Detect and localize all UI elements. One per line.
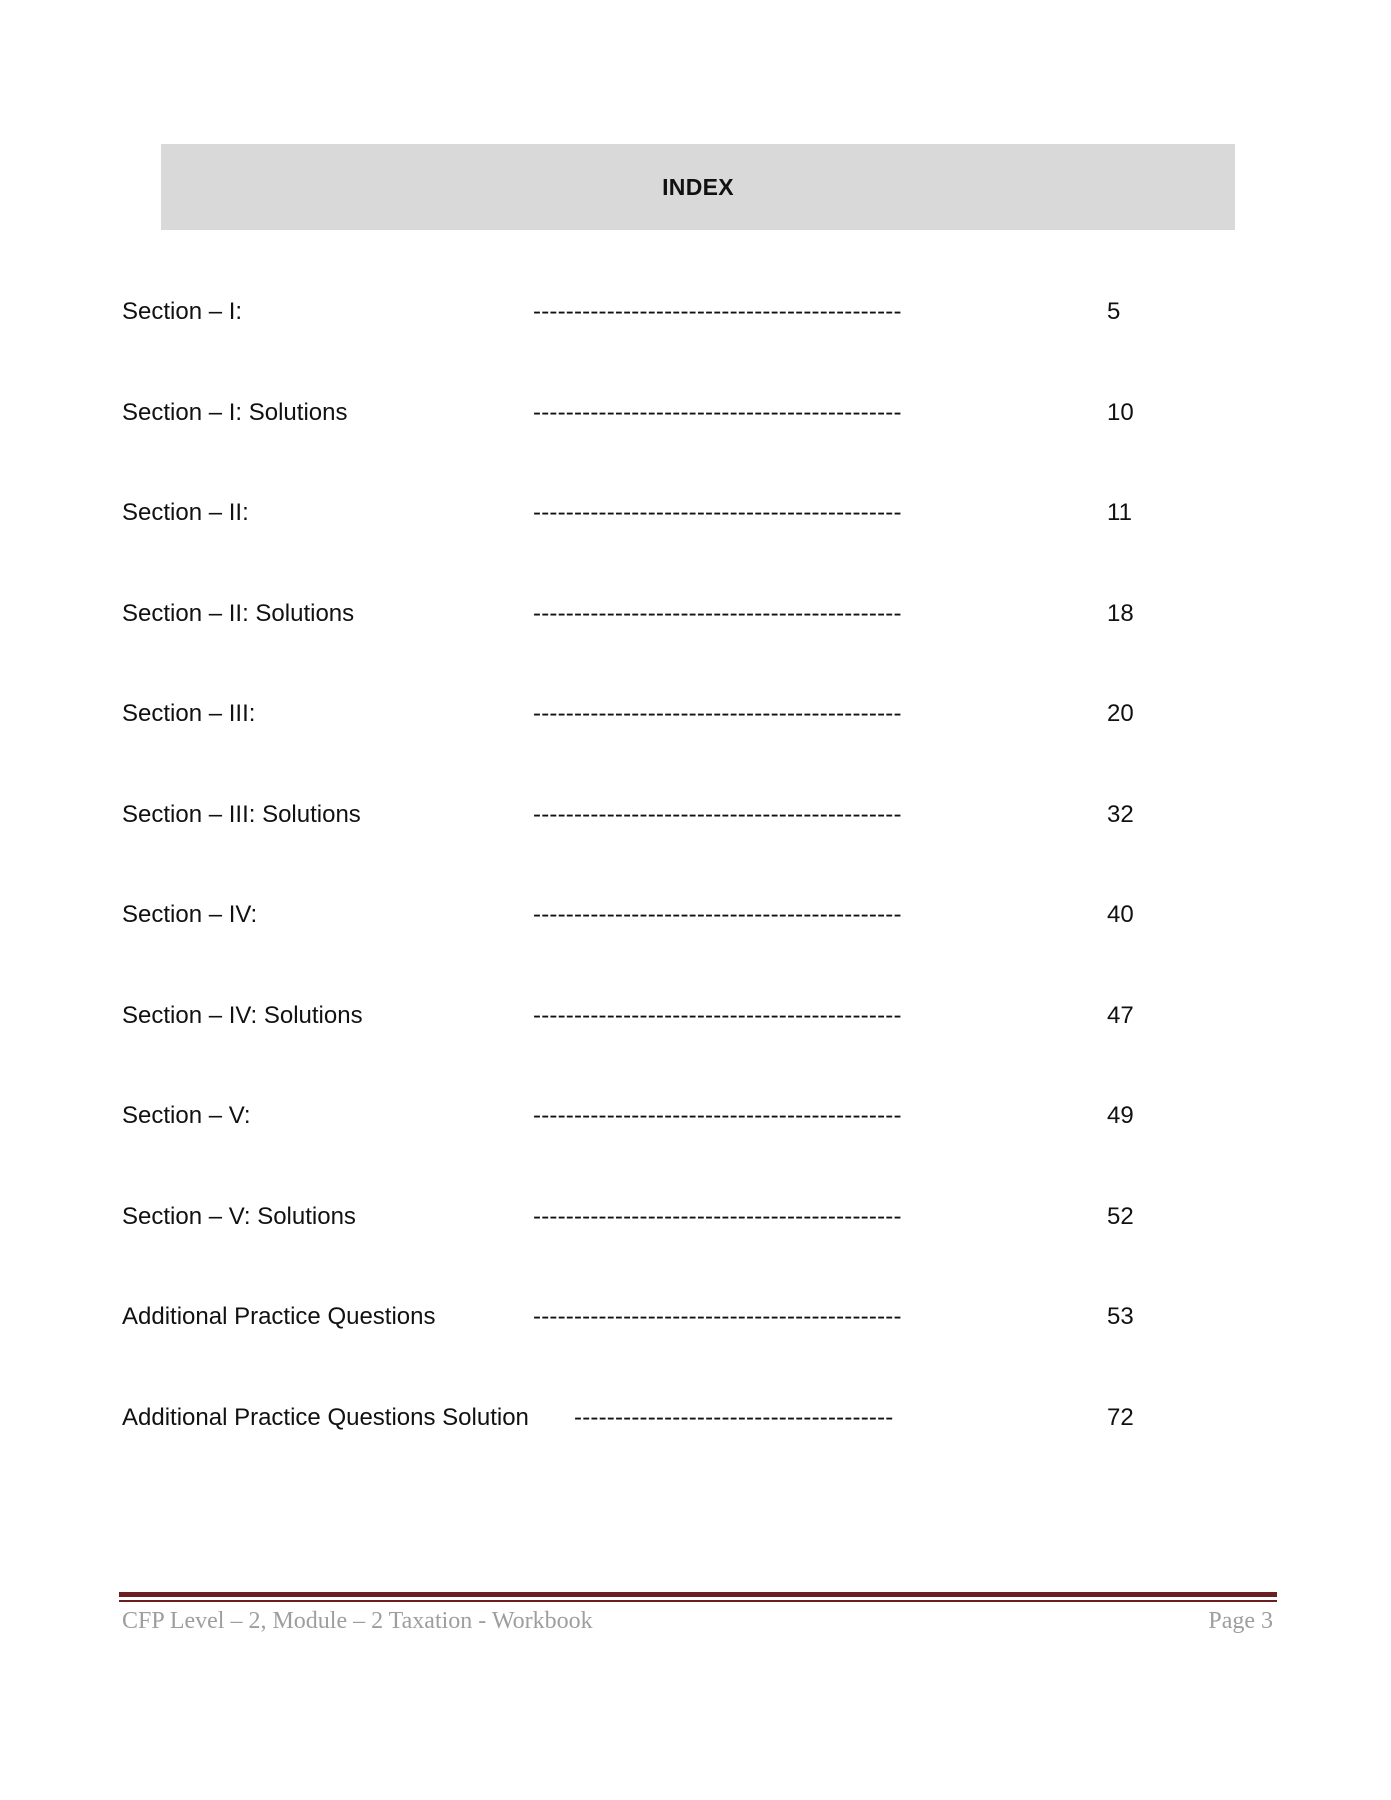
toc-leader-dashes: --------------------------------------------- bbox=[533, 1102, 902, 1129]
toc-entry-label: Section – V: Solutions bbox=[122, 1202, 356, 1230]
toc-row[interactable] bbox=[122, 393, 1272, 494]
toc-page-number: 53 bbox=[1107, 1303, 1134, 1330]
toc-row[interactable] bbox=[122, 1297, 1272, 1398]
toc-leader-dashes: --------------------------------------------- bbox=[533, 298, 902, 325]
toc-leader-dashes: --------------------------------------------- bbox=[533, 901, 902, 928]
toc-entry-label: Section – II: Solutions bbox=[122, 599, 355, 627]
toc-entry-label: Section – IV: bbox=[122, 901, 258, 928]
toc-row[interactable] bbox=[122, 1096, 1272, 1197]
toc-leader-dashes: --------------------------------------------- bbox=[533, 599, 902, 627]
toc-leader-dashes: --------------------------------------------- bbox=[533, 800, 902, 828]
toc-leader-dashes: --------------------------------------------- bbox=[533, 1303, 902, 1330]
toc-page-number: 5 bbox=[1107, 298, 1121, 325]
toc-row[interactable] bbox=[122, 795, 1272, 896]
index-banner bbox=[161, 144, 1235, 230]
toc-leader-dashes: --------------------------------------- bbox=[574, 1403, 894, 1431]
toc-leader-dashes: --------------------------------------------- bbox=[533, 1202, 902, 1230]
toc-entry-label: Section – III: Solutions bbox=[122, 800, 361, 828]
footer-document-title: CFP Level – 2, Module – 2 Taxation - Workbook bbox=[122, 1608, 593, 1634]
toc-page-number: 18 bbox=[1107, 599, 1134, 627]
toc-row[interactable] bbox=[122, 292, 1272, 393]
footer-page-number: Page 3 bbox=[1208, 1608, 1273, 1634]
toc-leader-dashes: --------------------------------------------- bbox=[533, 499, 902, 526]
toc-entry-label: Section – V: bbox=[122, 1102, 251, 1129]
toc-entry-label: Section – II: bbox=[122, 499, 249, 526]
toc-page-number: 40 bbox=[1107, 901, 1134, 928]
toc-row[interactable] bbox=[122, 1398, 1272, 1499]
toc-page-number: 10 bbox=[1107, 398, 1134, 426]
toc-page-number: 47 bbox=[1107, 1001, 1134, 1029]
toc-page-number: 72 bbox=[1107, 1403, 1134, 1431]
toc-row[interactable] bbox=[122, 996, 1272, 1097]
toc-row[interactable] bbox=[122, 594, 1272, 695]
toc-entry-label: Additional Practice Questions Solution bbox=[122, 1403, 529, 1431]
toc-entry-label: Section – I: Solutions bbox=[122, 398, 348, 426]
toc-leader-dashes: --------------------------------------------- bbox=[533, 1001, 902, 1029]
toc-entry-label: Section – I: bbox=[122, 298, 243, 325]
toc-entry-label: Section – IV: Solutions bbox=[122, 1001, 363, 1029]
table-of-contents bbox=[122, 292, 1272, 1498]
footer-rule bbox=[119, 1592, 1277, 1597]
toc-row[interactable] bbox=[122, 694, 1272, 795]
toc-row[interactable] bbox=[122, 895, 1272, 996]
toc-page-number: 52 bbox=[1107, 1202, 1134, 1230]
toc-page-number: 11 bbox=[1107, 499, 1132, 526]
toc-entry-label: Section – III: bbox=[122, 700, 256, 727]
index-heading: INDEX bbox=[662, 173, 734, 200]
toc-row[interactable] bbox=[122, 493, 1272, 594]
toc-leader-dashes: --------------------------------------------- bbox=[533, 700, 902, 727]
toc-entry-label: Additional Practice Questions bbox=[122, 1303, 436, 1330]
toc-row[interactable] bbox=[122, 1197, 1272, 1298]
toc-page-number: 20 bbox=[1107, 700, 1134, 727]
footer-rule-thin bbox=[119, 1600, 1277, 1602]
toc-leader-dashes: --------------------------------------------- bbox=[533, 398, 902, 426]
toc-page-number: 32 bbox=[1107, 800, 1134, 828]
toc-page-number: 49 bbox=[1107, 1102, 1134, 1129]
